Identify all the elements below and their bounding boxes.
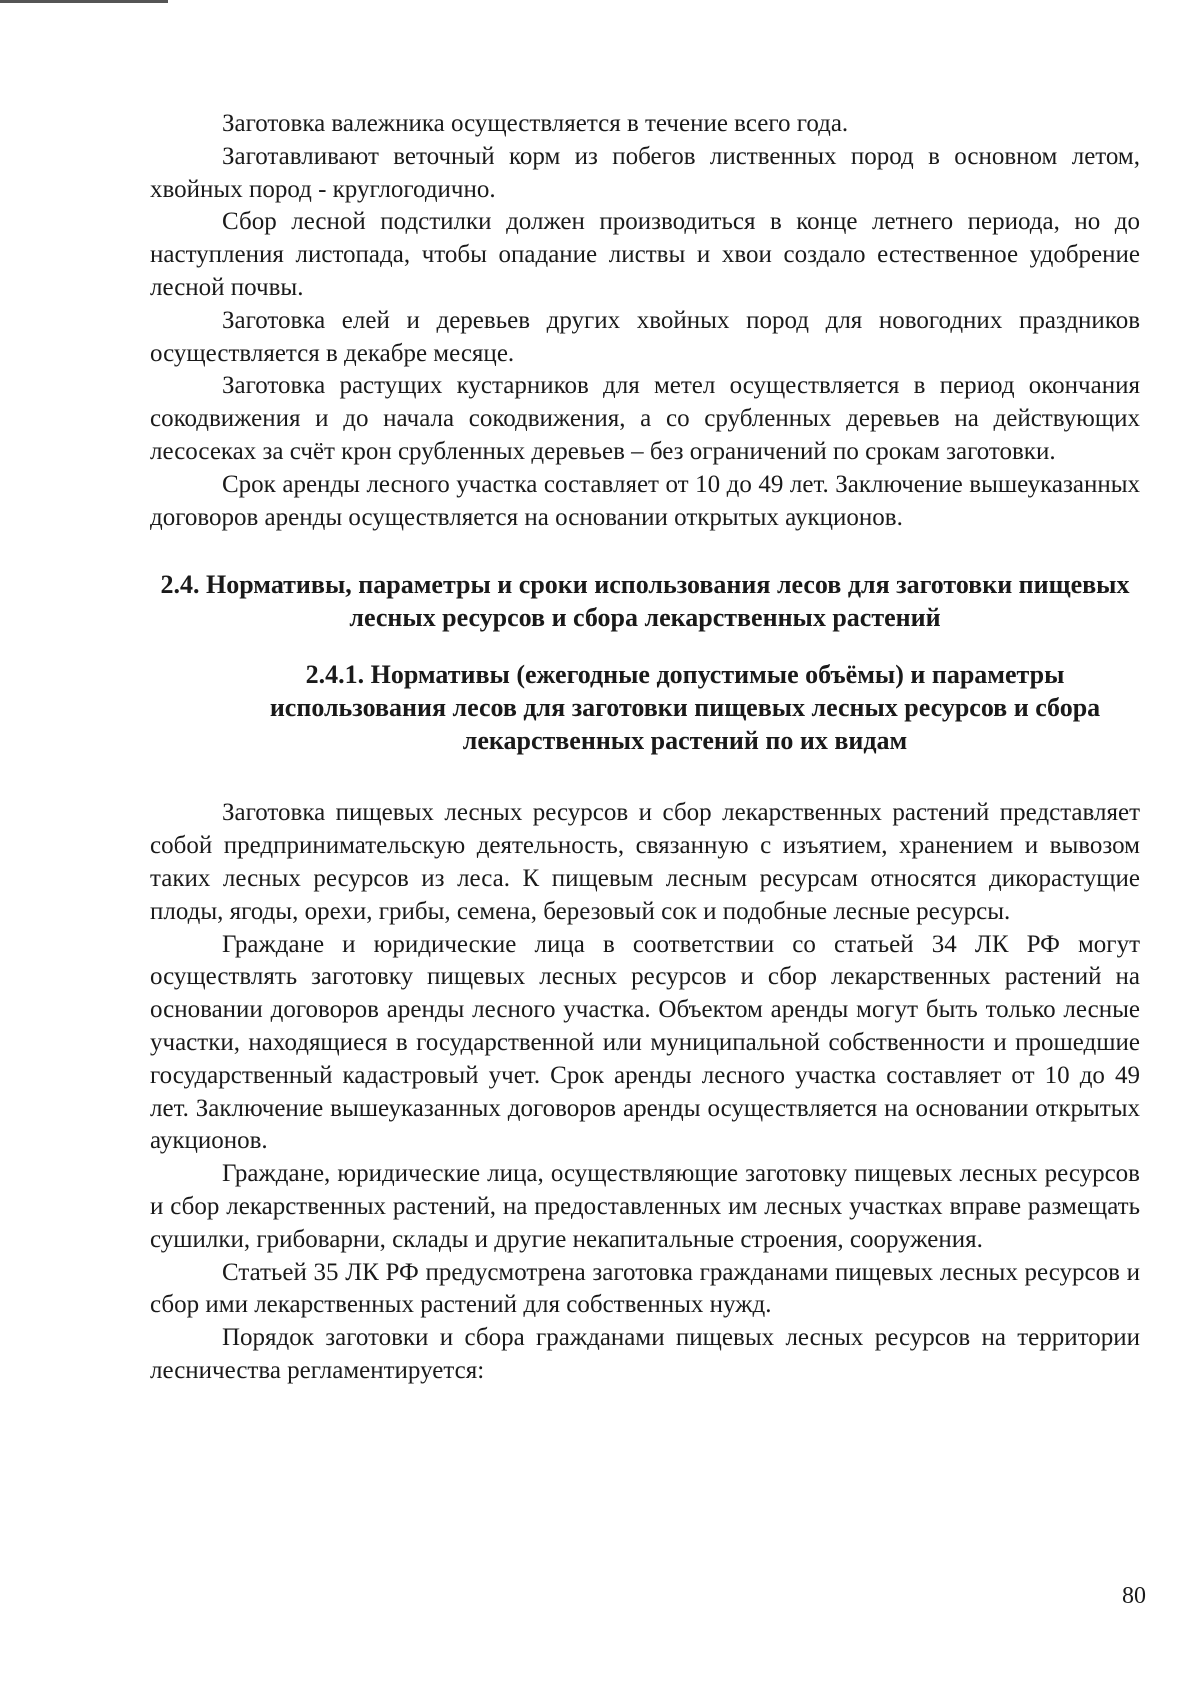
page-number: 80: [1122, 1583, 1146, 1609]
scan-edge-mark: [0, 0, 168, 3]
paragraph: Заготавливают веточный корм из побегов лиственных пород в основном летом, хвойных пород - круглогодично.: [150, 142, 1140, 203]
paragraph: Заготовка елей и деревьев других хвойных пород для новогодних праздников осуществляется в декабре месяце.: [150, 306, 1140, 367]
paragraph: Заготовка растущих кустарников для метел осуществляется в период окончания сокодвижения и до начала сокодвижения, а со срубленных деревьев на действующих лесосеках за счёт крон срубленных деревьев – без ограничений по срокам заготовки.: [150, 372, 1140, 465]
paragraph: Срок аренды лесного участка составляет от 10 до 49 лет. Заключение вышеуказанных договоров аренды осуществляется на основании открытых аукционов.: [150, 470, 1140, 531]
section-heading: 2.4. Нормативы, параметры и сроки использования лесов для заготовки пищевых лесных ресурсов и сбора лекарственных растений: [160, 570, 1130, 633]
paragraph: Граждане, юридические лица, осуществляющие заготовку пищевых лесных ресурсов и сбор лекарственных растений, на предоставленных им лесных участках вправе размещать сушилки, грибоварни, склады и другие некапитальные строения, сооружения.: [150, 1160, 1140, 1253]
document-body: [150, 108, 1140, 1388]
paragraph: Сбор лесной подстилки должен производиться в конце летнего периода, но до наступления листопада, чтобы опадание листвы и хвои создало естественное удобрение лесной почвы.: [150, 208, 1140, 301]
paragraph: Порядок заготовки и сбора гражданами пищевых лесных ресурсов на территории лесничества регламентируется:: [150, 1324, 1140, 1384]
paragraph: Граждане и юридические лица в соответствии со статьей 34 ЛК РФ могут осуществлять заготовку пищевых лесных ресурсов и сбор лекарственных растений на основании договоров аренды лесного участка. Объектом аренды могут быть только лесные участки, находящиеся в государственной или муниципальной собственности и прошедшие государственный кадастровый учет. Срок аренды лесного участка составляет от 10 до 49 лет. Заключение вышеуказанных договоров аренды осуществляется на основании открытых аукционов.: [150, 930, 1140, 1155]
paragraph: Заготовка валежника осуществляется в течение всего года.: [222, 110, 849, 137]
subsection-heading: 2.4.1. Нормативы (ежегодные допустимые объёмы) и параметры использования лесов для заготовки пищевых лесных ресурсов и сбора лекарственных растений по их видам: [269, 660, 1101, 756]
paragraph: Статьей 35 ЛК РФ предусмотрена заготовка гражданами пищевых лесных ресурсов и сбор ими лекарственных растений для собственных нужд.: [150, 1258, 1140, 1319]
paragraph: Заготовка пищевых лесных ресурсов и сбор лекарственных растений представляет собой предпринимательскую деятельность, связанную с изъятием, хранением и вывозом таких лесных ресурсов из леса. К пищевым лесным ресурсам относятся дикорастущие плоды, ягоды, орехи, грибы, семена, березовый сок и подобные лесные ресурсы.: [150, 799, 1140, 925]
